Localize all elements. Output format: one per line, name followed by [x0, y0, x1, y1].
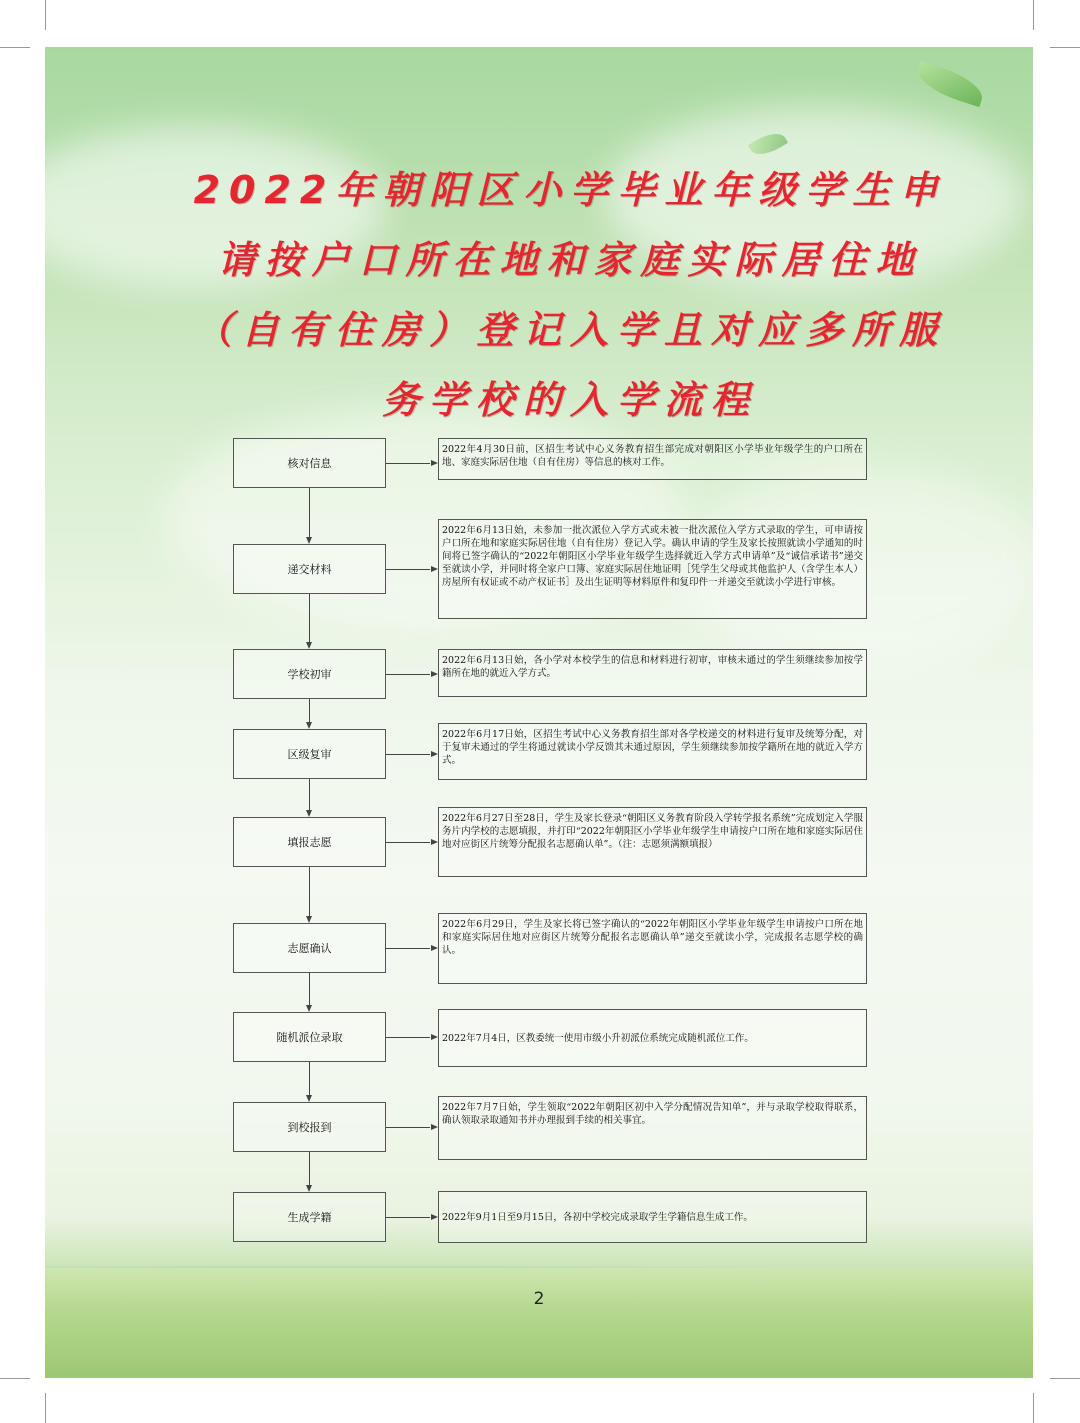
arrow-down-icon: [306, 722, 312, 729]
connector-line: [386, 1037, 430, 1038]
arrow-down-icon: [306, 810, 312, 817]
connector-line: [386, 754, 430, 755]
step-box: 随机派位录取: [233, 1012, 386, 1062]
grass-field: [45, 1268, 1033, 1378]
arrow-right-icon: [431, 1034, 438, 1040]
step-description: 2022年9月1日至9月15日，各初中学校完成录取学生学籍信息生成工作。: [438, 1191, 867, 1243]
crop-mark: [1050, 1378, 1080, 1379]
crop-mark: [0, 1378, 30, 1379]
page-number: 2: [533, 1289, 545, 1309]
crop-mark: [0, 47, 30, 48]
step-box: 区级复审: [233, 729, 386, 779]
arrow-right-icon: [431, 671, 438, 677]
crop-mark: [1050, 47, 1080, 48]
connector-line: [386, 463, 430, 464]
connector-line: [309, 867, 310, 916]
step-box: 核对信息: [233, 438, 386, 488]
crop-mark: [45, 1393, 46, 1423]
step-description: 2022年7月4日，区教委统一使用市级小升初派位系统完成随机派位工作。: [438, 1009, 867, 1067]
step-box: 到校报到: [233, 1102, 386, 1152]
arrow-right-icon: [431, 1124, 438, 1130]
connector-line: [309, 779, 310, 810]
connector-line: [386, 842, 430, 843]
step-box: 生成学籍: [233, 1192, 386, 1242]
crop-mark: [45, 0, 46, 30]
connector-line: [309, 594, 310, 642]
arrow-right-icon: [431, 1214, 438, 1220]
leaf-decoration: [913, 61, 988, 107]
arrow-down-icon: [306, 537, 312, 544]
step-description: 2022年7月7日始，学生领取“2022年朝阳区初中入学分配情况告知单”，并与录取学校取得联系，确认领取录取通知书并办理报到手续的相关事宜。: [438, 1096, 867, 1160]
page-title: 2022年朝阳区小学毕业年级学生申请按户口所在地和家庭实际居住地（自有住房）登记入学且对应多所服务学校的入学流程: [193, 168, 947, 422]
step-description: 2022年4月30日前，区招生考试中心义务教育招生部完成对朝阳区小学毕业年级学生的户口所在地、家庭实际居住地（自有住房）等信息的核对工作。: [438, 438, 867, 480]
step-box: 递交材料: [233, 544, 386, 594]
connector-line: [309, 973, 310, 1005]
connector-line: [386, 674, 430, 675]
arrow-down-icon: [306, 1095, 312, 1102]
crop-mark: [1033, 0, 1034, 30]
step-box: 填报志愿: [233, 817, 386, 867]
step-description: 2022年6月29日，学生及家长将已签字确认的“2022年朝阳区小学毕业年级学生申请按户口所在地和家庭实际居住地对应街区片统筹分配报名志愿确认单”递交至就读小学，完成报名志愿学校的确认。: [438, 913, 867, 984]
arrow-right-icon: [431, 566, 438, 572]
connector-line: [309, 699, 310, 722]
crop-mark: [1033, 1393, 1034, 1423]
step-box: 志愿确认: [233, 923, 386, 973]
step-description: 2022年6月13日始，各小学对本校学生的信息和材料进行初审，审核未通过的学生须继续参加按学籍所在地的就近入学方式。: [438, 649, 867, 697]
arrow-right-icon: [431, 945, 438, 951]
step-box: 学校初审: [233, 649, 386, 699]
arrow-down-icon: [306, 916, 312, 923]
connector-line: [386, 1217, 430, 1218]
arrow-down-icon: [306, 642, 312, 649]
step-description: 2022年6月13日始，未参加一批次派位入学方式或未被一批次派位入学方式录取的学生，可申请按户口所在地和家庭实际居住地（自有住房）登记入学。确认申请的学生及家长按照就读小学通知的时间将已签字确认的“2022年朝阳区小学毕业年级学生选择就近入学方式申请单”及“诚信承诺书”递交至就读小学，并同时将全家户口簿、家庭实际居住地证明［凭学生父母或其他监护人（含学生本人）房屋所有权证或不动产权证书］及出生证明等材料原件和复印件一并递交至就读小学进行审核。: [438, 519, 867, 619]
step-description: 2022年6月17日始，区招生考试中心义务教育招生部对各学校递交的材料进行复审及统筹分配，对于复审未通过的学生将通过就读小学反馈其未通过原因，学生须继续参加按学籍所在地的就近入学方式。: [438, 723, 867, 780]
connector-line: [386, 1127, 430, 1128]
connector-line: [386, 948, 430, 949]
arrow-right-icon: [431, 839, 438, 845]
step-description: 2022年6月27日至28日，学生及家长登录“朝阳区义务教育阶段入学转学报名系统”完成划定入学服务片内学校的志愿填报，并打印“2022年朝阳区小学毕业年级学生申请按户口所在地和家庭实际居住地对应街区片统筹分配报名志愿确认单”。（注：志愿须满额填报）: [438, 807, 867, 877]
arrow-right-icon: [431, 460, 438, 466]
connector-line: [309, 1152, 310, 1185]
connector-line: [386, 569, 430, 570]
connector-line: [309, 488, 310, 537]
page: [45, 47, 1033, 1378]
arrow-right-icon: [431, 751, 438, 757]
arrow-down-icon: [306, 1005, 312, 1012]
arrow-down-icon: [306, 1185, 312, 1192]
connector-line: [309, 1062, 310, 1095]
